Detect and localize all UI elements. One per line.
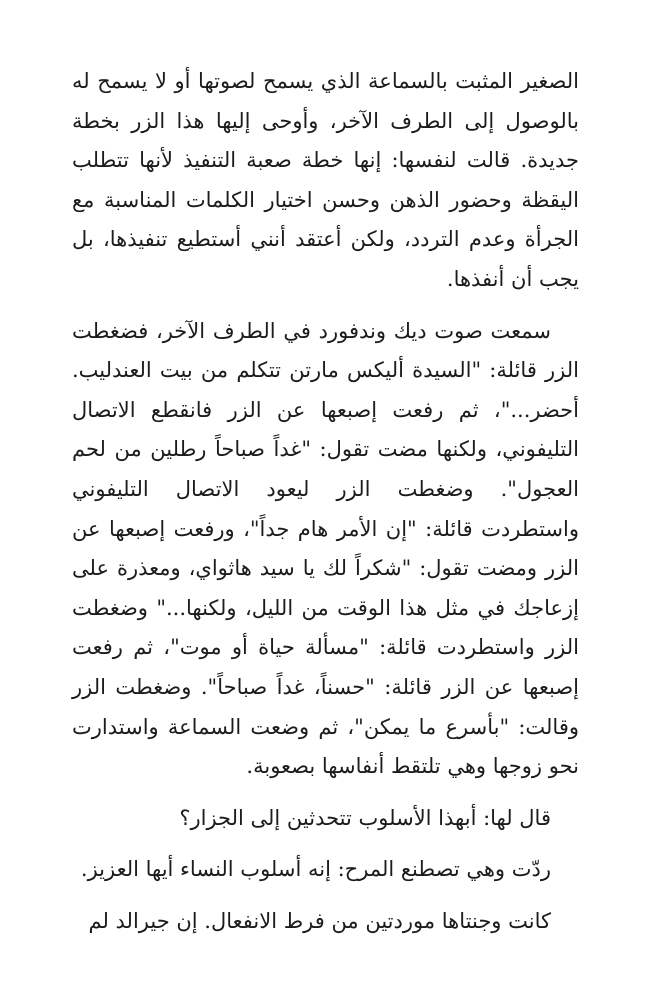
paragraph-cheeks: كانت وجنتاها موردتين من فرط الانفعال. إن جيرالد لم	[88, 908, 551, 933]
book-page	[72, 62, 579, 941]
paragraph-wife-reply: ردّت وهي تصطنع المرح: إنه أسلوب النساء أيها العزيز.	[80, 857, 551, 882]
paragraph-husband-question: قال لها: أبهذا الأسلوب تتحدثين إلى الجزار؟	[179, 805, 551, 830]
paragraph-phone-call: سمعت صوت ديك وندفورد في الطرف الآخر، فضغطت الزر قائلة: "السيدة أليكس مارتن تتكلم من بيت العندليب. أحضر..."، ثم رفعت إصبعها عن الزر فانقطع الاتصال التليفوني، ولكنها مضت تقول: "غداً صباحاً رطلين من لحم العجول". وضغطت الزر ليعود الاتصال التليفوني واستطردت قائلة: "إن الأمر هام جداً"، ورفعت إصبعها عن الزر ومضت تقول: "شكراً لك يا سيد هاثواي، ومعذرة على إزعاجك في مثل هذا الوقت من الليل، ولكنها..." وضغطت الزر واستطردت قائلة: "مسألة حياة أو موت"، ثم رفعت إصبعها عن الزر قائلة: "حسناً، غداً صباحاً". وضغطت الزر وقالت: "بأسرع ما يمكن"، ثم وضعت السماعة واستدارت نحو زوجها وهي تلتقط أنفاسها بصعوبة.	[72, 318, 579, 779]
paragraph-continued: الصغير المثبت بالسماعة الذي يسمح لصوتها أو لا يسمح له بالوصول إلى الطرف الآخر، وأوحى إليها هذا الزر بخطة جديدة. قالت لنفسها: إنها خطة صعبة التنفيذ لأنها تتطلب اليقظة وحضور الذهن وحسن اختيار الكلمات المناسبة مع الجرأة وعدم التردد، ولكن أعتقد أنني أستطيع تنفيذها، بل يجب أن أنفذها.	[72, 69, 579, 291]
